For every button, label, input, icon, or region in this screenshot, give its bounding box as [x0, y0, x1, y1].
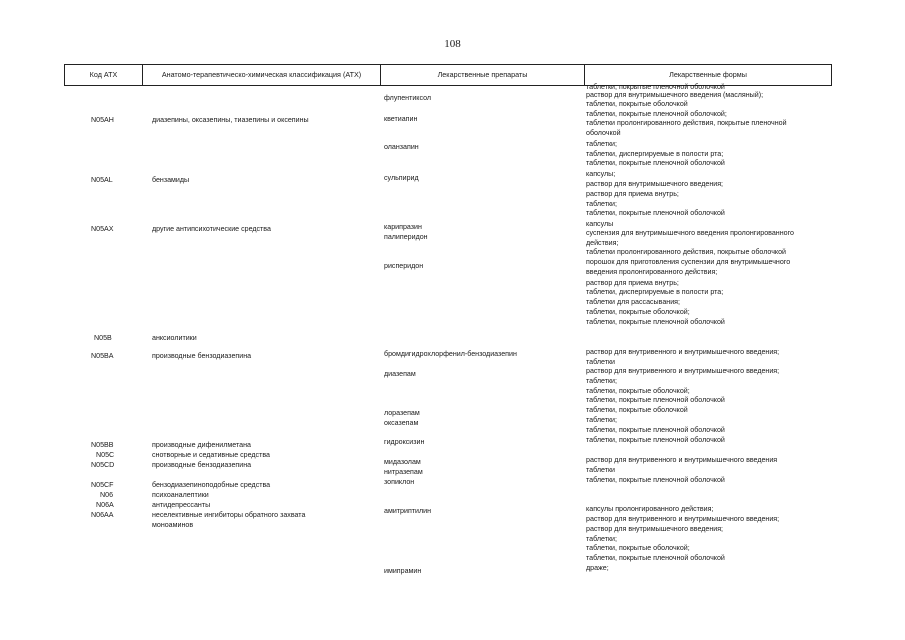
atx-code: N05CF	[91, 481, 114, 489]
header-forms: Лекарственные формы	[584, 65, 832, 85]
drug-name: кветиапин	[384, 115, 418, 123]
atx-code: N05AH	[91, 116, 114, 124]
dosage-form: таблетки;	[586, 535, 617, 543]
dosage-form: таблетки, покрытые оболочкой;	[586, 544, 690, 552]
dosage-form: раствор для внутривенного и внутримышечного введения	[586, 456, 778, 464]
atx-code: N05CD	[91, 461, 115, 469]
dosage-form: раствор для внутривенного и внутримышечного введения;	[586, 348, 780, 356]
dosage-form: таблетки пролонгированного действия, покрытые пленочной	[586, 119, 787, 127]
atx-code: N05BB	[91, 441, 114, 449]
dosage-form: таблетки, покрытые пленочной оболочкой;	[586, 110, 727, 118]
atx-code: N05AL	[91, 176, 113, 184]
page-number: 108	[444, 38, 461, 50]
drug-name: имипрамин	[384, 567, 422, 575]
atx-code: N05BA	[91, 352, 114, 360]
atx-class: производные дифенилметана	[152, 441, 251, 449]
dosage-form: таблетки;	[586, 200, 617, 208]
drug-name: мидазолам	[384, 458, 421, 466]
dosage-form: таблетки, диспергируемые в полости рта;	[586, 288, 724, 296]
atx-code: N05B	[94, 334, 112, 342]
atx-class: снотворные и седативные средства	[152, 451, 270, 459]
atx-class: анксиолитики	[152, 334, 197, 342]
drug-name: оланзапин	[384, 143, 419, 151]
atx-class: производные бензодиазепина	[152, 352, 252, 360]
drug-name: бромдигидрохлорфенил-бензодиазепин	[384, 350, 517, 358]
dosage-form: введения пролонгированного действия;	[586, 268, 718, 276]
dosage-form: таблетки, покрытые пленочной оболочкой	[586, 209, 725, 217]
drug-name: зопиклон	[384, 478, 415, 486]
atx-code: N05C	[96, 451, 115, 459]
dosage-form: капсулы;	[586, 170, 616, 178]
header-classification: Анатомо-терапевтическо-химическая классификация (АТХ)	[142, 65, 380, 85]
drug-name: гидроксизин	[384, 438, 425, 446]
dosage-form: таблетки, покрытые пленочной оболочкой	[586, 83, 725, 91]
dosage-form: таблетки, покрытые пленочной оболочкой	[586, 426, 725, 434]
drug-name: сульпирид	[384, 174, 419, 182]
dosage-form: таблетки;	[586, 377, 617, 385]
dosage-form: раствор для приема внутрь;	[586, 190, 679, 198]
atx-class: бензодиазепиноподобные средства	[152, 481, 271, 489]
atx-class: психоаналептики	[152, 491, 209, 499]
dosage-form: таблетки для рассасывания;	[586, 298, 680, 306]
header-code: Код АТХ	[64, 65, 142, 85]
drug-name: лоразепам	[384, 409, 420, 417]
dosage-form: таблетки, диспергируемые в полости рта;	[586, 150, 724, 158]
dosage-form: капсулы пролонгированного действия;	[586, 505, 714, 513]
atx-code: N06A	[96, 501, 114, 509]
dosage-form: таблетки	[586, 466, 616, 474]
dosage-form: таблетки, покрытые пленочной оболочкой	[586, 318, 725, 326]
dosage-form: таблетки, покрытые пленочной оболочкой	[586, 159, 725, 167]
dosage-form: таблетки, покрытые пленочной оболочкой	[586, 476, 725, 484]
dosage-form: порошок для приготовления суспензии для внутримышечного	[586, 258, 791, 266]
dosage-form: раствор для приема внутрь;	[586, 279, 679, 287]
atx-class: моноаминов	[152, 521, 194, 529]
atx-class: производные бензодиазепина	[152, 461, 252, 469]
atx-class: неселективные ингибиторы обратного захвата	[152, 511, 306, 519]
drug-name: флупентиксол	[384, 94, 432, 102]
dosage-form: таблетки	[586, 358, 616, 366]
drug-name: диазепам	[384, 370, 416, 378]
dosage-form: таблетки, покрытые пленочной оболочкой	[586, 436, 725, 444]
drug-name: карипразин	[384, 223, 422, 231]
atx-class: диазепины, оксазепины, тиазепины и оксепины	[152, 116, 309, 124]
drug-name: палиперидон	[384, 233, 428, 241]
dosage-form: таблетки, покрытые пленочной оболочкой	[586, 554, 725, 562]
dosage-form: действия;	[586, 239, 619, 247]
dosage-form: таблетки, покрытые оболочкой	[586, 406, 688, 414]
dosage-form: таблетки;	[586, 140, 617, 148]
atx-code: N05AX	[91, 225, 114, 233]
dosage-form: драже;	[586, 564, 609, 572]
drug-name: оксазепам	[384, 419, 419, 427]
dosage-form: раствор для внутривенного и внутримышечного введения;	[586, 515, 780, 523]
dosage-form: таблетки, покрытые оболочкой	[586, 100, 688, 108]
dosage-form: суспензия для внутримышечного введения пролонгированного	[586, 229, 794, 237]
atx-class: антидепрессанты	[152, 501, 211, 509]
header-drugs: Лекарственные препараты	[380, 65, 584, 85]
dosage-form: раствор для внутривенного и внутримышечного введения;	[586, 367, 780, 375]
atx-code: N06	[100, 491, 114, 499]
dosage-form: капсулы	[586, 220, 614, 228]
atx-class: бензамиды	[152, 176, 190, 184]
drug-name: амитриптилин	[384, 507, 432, 515]
dosage-form: раствор для внутримышечного введения;	[586, 525, 724, 533]
atx-code: N06AA	[91, 511, 114, 519]
drug-name: нитразепам	[384, 468, 423, 476]
dosage-form: таблетки пролонгированного действия, покрытые оболочкой	[586, 248, 786, 256]
dosage-form: раствор для внутримышечного введения;	[586, 180, 724, 188]
dosage-form: раствор для внутримышечного введения (масляный);	[586, 91, 764, 99]
dosage-form: оболочкой	[586, 129, 621, 137]
dosage-form: таблетки, покрытые оболочкой;	[586, 308, 690, 316]
dosage-form: таблетки, покрытые пленочной оболочкой	[586, 396, 725, 404]
drug-name: рисперидон	[384, 262, 424, 270]
dosage-form: таблетки, покрытые оболочкой;	[586, 387, 690, 395]
atx-class: другие антипсихотические средства	[152, 225, 271, 233]
dosage-form: таблетки;	[586, 416, 617, 424]
